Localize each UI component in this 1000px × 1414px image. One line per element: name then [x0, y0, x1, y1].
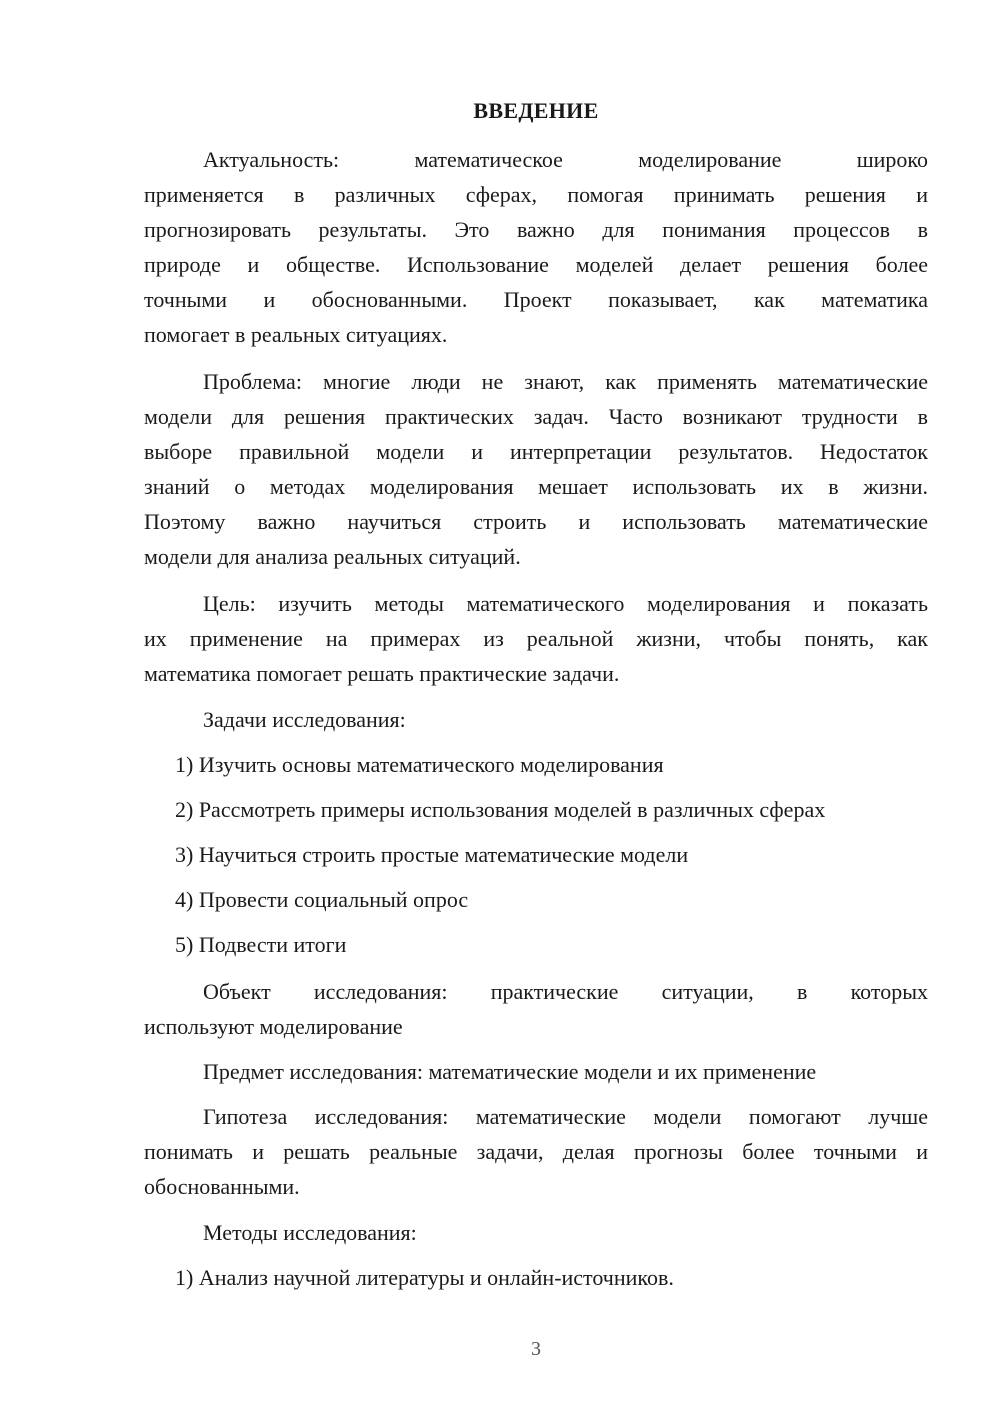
- page-number: 3: [531, 1338, 541, 1360]
- text-line: Предмет исследования: математические модели и их применение: [203, 1059, 817, 1084]
- tasks-list: [144, 927, 928, 962]
- list-item: 4) Провести социальный опрос: [175, 887, 469, 912]
- text-line: выборе правильной модели и интерпретации результатов. Недостаток: [144, 439, 928, 464]
- list-item: 3) Научиться строить простые математические модели: [175, 842, 689, 867]
- tasks-list: [144, 792, 928, 827]
- text-line: Проблема: многие люди не знают, как применять математические: [203, 369, 928, 394]
- text-line: понимать и решать реальные задачи, делая прогнозы более точными и: [144, 1139, 928, 1164]
- methods-list: [144, 1260, 928, 1295]
- text-line: модели для решения практических задач. Часто возникают трудности в: [144, 404, 928, 429]
- list-item: 1) Анализ научной литературы и онлайн-источников.: [175, 1265, 674, 1290]
- paragraph-hypothesis: [144, 1099, 928, 1204]
- text-line: точными и обоснованными. Проект показывает, как математика: [144, 287, 928, 312]
- paragraph-subject: [144, 1054, 928, 1089]
- text-line: их применение на примерах из реальной жизни, чтобы понять, как: [144, 626, 928, 651]
- text-line: Методы исследования:: [203, 1220, 417, 1245]
- tasks-heading: [144, 702, 928, 737]
- text-line: Гипотеза исследования: математические модели помогают лучше: [203, 1104, 928, 1129]
- text-line: Цель: изучить методы математического моделирования и показать: [203, 591, 928, 616]
- tasks-list: [144, 837, 928, 872]
- text-line: Объект исследования: практические ситуации, в которых: [203, 979, 928, 1004]
- methods-heading: [144, 1215, 928, 1250]
- list-item: 1) Изучить основы математического моделирования: [175, 752, 664, 777]
- text-line: модели для анализа реальных ситуаций.: [144, 544, 521, 569]
- tasks-list: [144, 882, 928, 917]
- text-line: обоснованными.: [144, 1174, 300, 1199]
- tasks-list: [144, 747, 928, 782]
- paragraph-object: [144, 974, 928, 1044]
- text-line: Задачи исследования:: [203, 707, 406, 732]
- text-line: математика помогает решать практические задачи.: [144, 661, 620, 686]
- list-item: 5) Подвести итоги: [175, 932, 347, 957]
- paragraph-relevance: [144, 142, 928, 352]
- text-line: применяется в различных сферах, помогая принимать решения и: [144, 182, 928, 207]
- paragraph-goal: [144, 586, 928, 691]
- text-line: используют моделирование: [144, 1014, 403, 1039]
- text-line: знаний о методах моделирования мешает использовать их в жизни.: [144, 474, 928, 499]
- list-item: 2) Рассмотреть примеры использования моделей в различных сферах: [175, 797, 826, 822]
- text-line: помогает в реальных ситуациях.: [144, 322, 448, 347]
- paragraph-problem: [144, 364, 928, 574]
- page-title: ВВЕДЕНИЕ: [473, 98, 599, 123]
- text-line: природе и обществе. Использование моделей делает решения более: [144, 252, 928, 277]
- text-line: прогнозировать результаты. Это важно для понимания процессов в: [144, 217, 928, 242]
- text-line: Поэтому важно научиться строить и использовать математические: [144, 509, 928, 534]
- text-line: Актуальность: математическое моделирование широко: [203, 147, 928, 172]
